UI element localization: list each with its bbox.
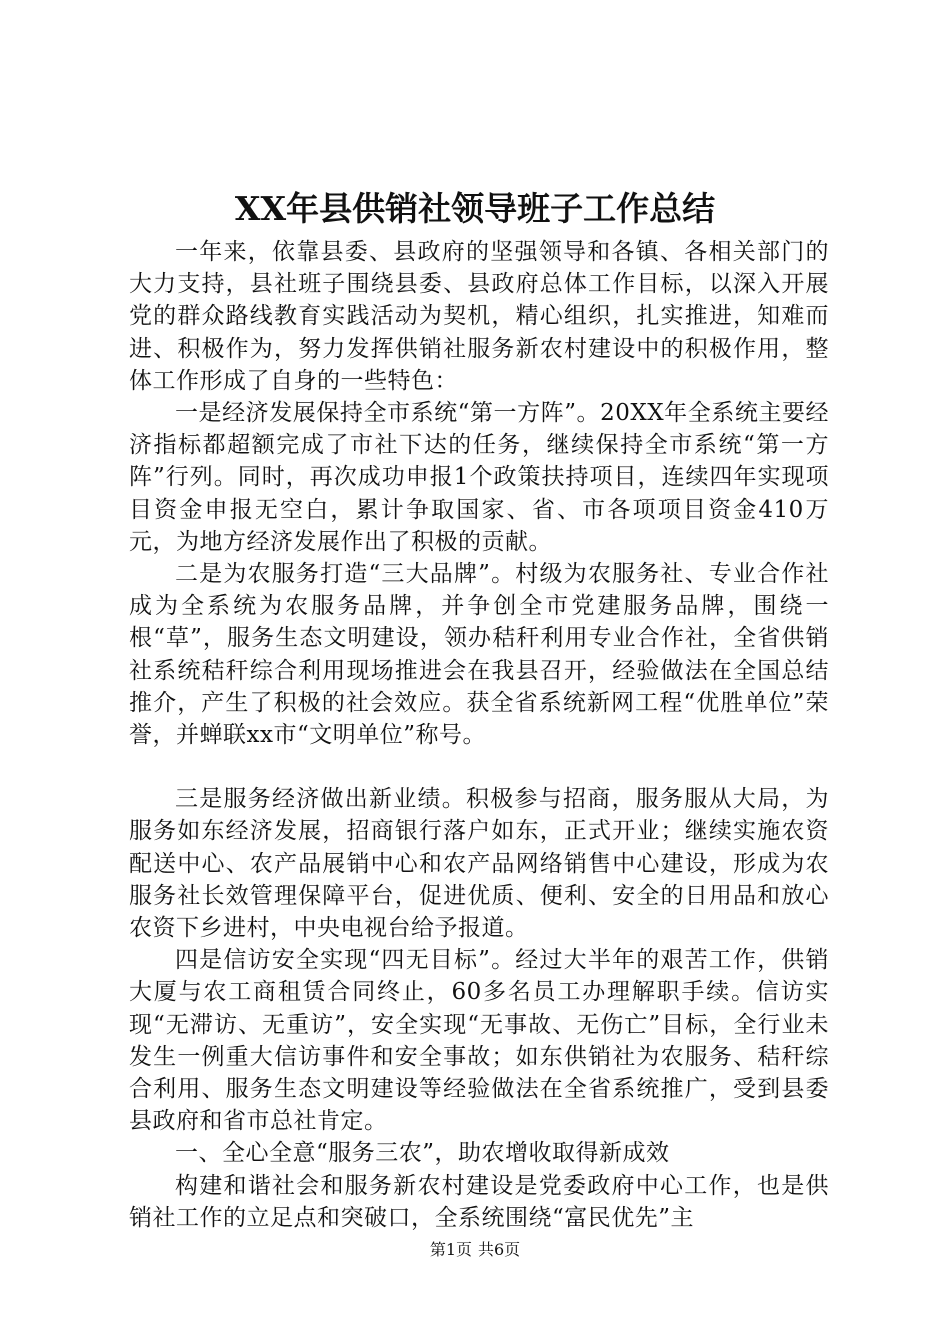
page-number: 第1页 xyxy=(429,1240,472,1259)
document-title: XX年县供销社领导班子工作总结 xyxy=(234,189,716,228)
paragraph-point-3: 三是服务经济做出新业绩。积极参与招商，服务服从大局，为服务如东经济发展，招商银行落户如东，正式开业；继续实施农资配送中心、农产品展销中心和农产品网络销售中心建设，形成为农服务社长效管理保障平台，促进优质、便利、安全的日用品和放心农资下乡进村，中央电视台给予报道。 xyxy=(129,786,829,942)
page-total: 共6页 xyxy=(478,1240,521,1259)
paragraph-intro: 一年来，依靠县委、县政府的坚强领导和各镇、各相关部门的大力支持，县社班子围绕县委、县政府总体工作目标，以深入开展党的群众路线教育实践活动为契机，精心组织，扎实推进，知难而进、积极作为，努力发挥供销社服务新农村建设中的积极作用，整体工作形成了自身的一些特色： xyxy=(129,239,829,394)
paragraph-point-4: 四是信访安全实现“四无目标”。经过大半年的艰苦工作，供销大厦与农工商租赁合同终止，60多名员工办理解职手续。信访实现“无滞访、无重访”，安全实现“无事故、无伤亡”目标，全行业未发生一例重大信访事件和安全事故；如东供销社为农服务、秸秆综合利用、服务生态文明建设等经验做法在全省系统推广，受到县委县政府和省市总社肯定。 xyxy=(129,947,829,1135)
page-footer xyxy=(0,1238,950,1262)
paragraph-point-2: 二是为农服务打造“三大品牌”。村级为农服务社、专业合作社成为全系统为农服务品牌，并争创全市党建服务品牌，围绕一根“草”，服务生态文明建设，领办秸秆利用专业合作社，全省供销社系统秸秆综合利用现场推进会在我县召开，经验做法在全国总结推介，产生了积极的社会效应。获全省系统新网工程“优胜单位”荣誉，并蝉联xx市“文明单位”称号。 xyxy=(129,561,829,749)
document-body xyxy=(129,236,829,1234)
paragraph-point-1: 一是经济发展保持全市系统“第一方阵”。20XX年全系统主要经济指标都超额完成了市社下达的任务，继续保持全市系统“第一方阵”行列。同时，再次成功申报1个政策扶持项目，连续四年实现项目资金申报无空白，累计争取国家、省、市各项项目资金410万元，为地方经济发展作出了积极的贡献。 xyxy=(129,400,829,555)
paragraph-section-1: 构建和谐社会和服务新农村建设是党委政府中心工作，也是供销社工作的立足点和突破口，全系统围绕“富民优先”主 xyxy=(129,1172,829,1231)
section-heading-1: 一、全心全意“服务三农”，助农增收取得新成效 xyxy=(175,1140,670,1167)
